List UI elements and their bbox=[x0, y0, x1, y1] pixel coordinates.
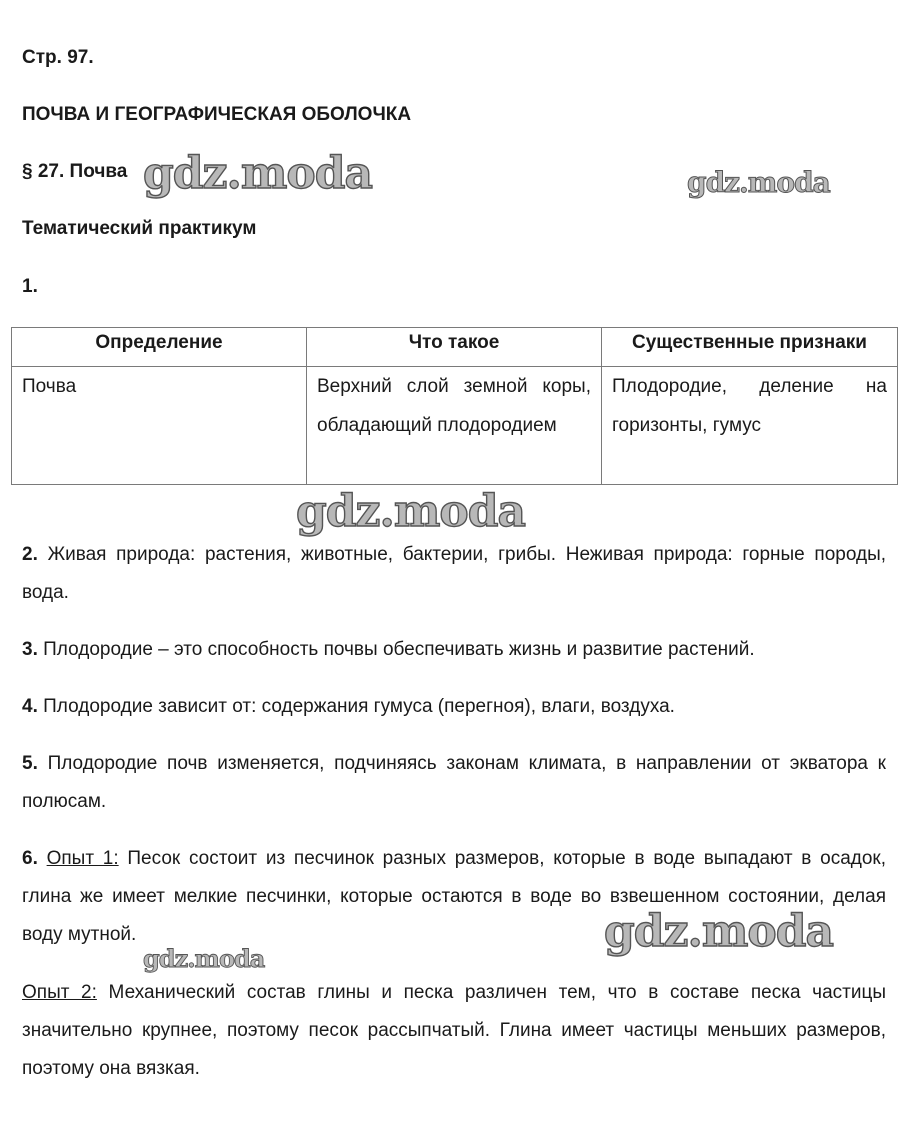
table-header-row bbox=[12, 328, 898, 367]
answer-6-experiment-1 bbox=[22, 840, 886, 954]
definitions-table bbox=[11, 327, 898, 485]
table-cell: Верхний слой земной коры, обладающий плодородием bbox=[307, 367, 602, 485]
answer-text: Живая природа: растения, животные, бактерии, грибы. Неживая природа: горные породы, вода. bbox=[22, 544, 887, 603]
table-cell: Плодородие, деление на горизонты, гумус bbox=[602, 367, 898, 485]
table-header-cell: Определение bbox=[12, 328, 307, 367]
answer-text: Плодородие почв изменяется, подчиняясь законам климата, в направлении от экватора к полюсам. bbox=[22, 753, 886, 812]
table-row bbox=[12, 367, 898, 485]
experiment-2-label: Опыт 2: bbox=[22, 982, 97, 1003]
task-number-1: 1. bbox=[22, 276, 38, 297]
table-cell: Почва bbox=[12, 367, 307, 485]
experiment-1-text: Песок состоит из песчинок разных размеров, которые в воде выпадают в осадок, глина же имеет мелкие песчинки, которые остаются в воде во взвешенном состоянии, делая воду мутной. bbox=[22, 848, 887, 945]
subsection-title: Тематический практикум bbox=[22, 218, 257, 239]
answer-3 bbox=[22, 631, 886, 669]
watermark-logo: gdz.moda bbox=[296, 486, 526, 537]
answer-6-experiment-2 bbox=[22, 974, 886, 1088]
answer-number: 6. bbox=[22, 848, 38, 869]
watermark-logo: gdz.moda bbox=[143, 148, 373, 199]
chapter-title: ПОЧВА И ГЕОГРАФИЧЕСКАЯ ОБОЛОЧКА bbox=[22, 104, 412, 125]
watermark-logo: gdz.moda bbox=[687, 166, 830, 199]
answer-text: Плодородие зависит от: содержания гумуса (перегноя), влаги, воздуха. bbox=[43, 696, 675, 717]
table-header-cell: Что такое bbox=[307, 328, 602, 367]
watermark-logo: gdz.moda bbox=[143, 944, 265, 973]
answer-2 bbox=[22, 536, 886, 612]
table-header-cell: Существенные признаки bbox=[602, 328, 898, 367]
answer-number: 4. bbox=[22, 696, 38, 717]
answer-text: Плодородие – это способность почвы обеспечивать жизнь и развитие растений. bbox=[43, 639, 755, 660]
experiment-1-label: Опыт 1: bbox=[46, 848, 119, 869]
answer-5 bbox=[22, 745, 886, 821]
watermark-logo: gdz.moda bbox=[604, 906, 834, 957]
answer-number: 3. bbox=[22, 639, 38, 660]
section-title: § 27. Почва bbox=[22, 161, 128, 182]
page-reference: Стр. 97. bbox=[22, 47, 94, 68]
answer-number: 2. bbox=[22, 544, 38, 565]
answer-number: 5. bbox=[22, 753, 38, 774]
answer-4 bbox=[22, 688, 886, 726]
experiment-2-text: Механический состав глины и песка различен тем, что в составе песка частицы значительно крупнее, поэтому песок рассыпчатый. Глина имеет частицы меньших размеров, поэтому она вязкая. bbox=[22, 982, 886, 1079]
